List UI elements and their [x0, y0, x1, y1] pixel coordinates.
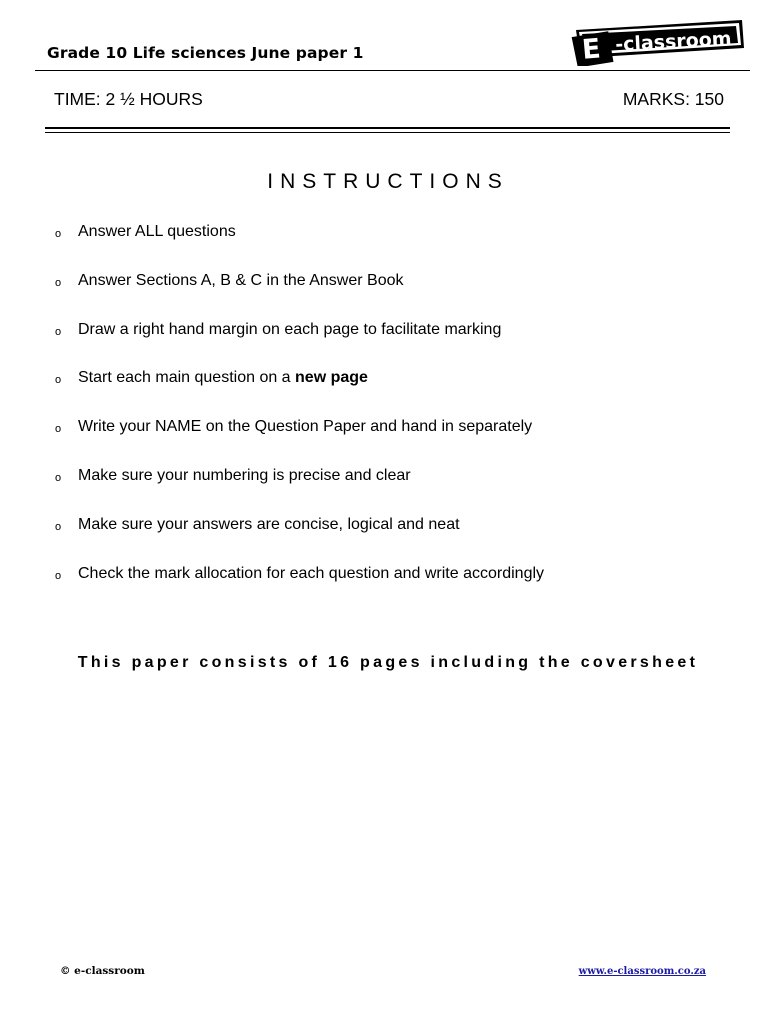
instructions-heading: INSTRUCTIONS	[267, 170, 509, 193]
exam-duration: TIME: 2 ½ HOURS	[54, 89, 203, 109]
double-divider	[45, 127, 730, 133]
instruction-text: Make sure your answers are concise, logical and neat	[78, 515, 460, 533]
bullet-icon: o	[55, 520, 62, 533]
list-item	[55, 368, 544, 417]
svg-text:E: E	[580, 33, 602, 66]
list-item	[55, 417, 544, 466]
list-item	[55, 515, 544, 564]
list-item	[55, 466, 544, 515]
bullet-icon: o	[55, 276, 62, 289]
emphasis-new-page: new page	[295, 369, 368, 387]
exam-total-marks: MARKS: 150	[622, 89, 724, 109]
footer-copyright: © e-classroom	[60, 965, 145, 977]
e-classroom-logo	[570, 18, 746, 66]
list-item	[55, 564, 544, 613]
footer-website-link[interactable]: www.e-classroom.co.za	[578, 966, 706, 977]
list-item	[55, 320, 544, 369]
bullet-icon: o	[55, 569, 62, 582]
bullet-icon: o	[55, 374, 62, 387]
list-item	[55, 271, 544, 320]
bullet-icon: o	[55, 471, 62, 484]
instruction-text: Write your NAME on the Question Paper and hand in separately	[78, 418, 533, 436]
instruction-text: Answer ALL questions	[78, 223, 236, 240]
bullet-icon: o	[55, 325, 62, 338]
svg-text:-classroom: -classroom	[614, 27, 733, 56]
instruction-text: Make sure your numbering is precise and clear	[78, 466, 411, 484]
instruction-text: Start each main question on a new page	[78, 369, 368, 387]
bullet-icon: o	[55, 228, 62, 240]
instruction-text: Draw a right hand margin on each page to facilitate marking	[78, 320, 502, 338]
exam-meta-row	[54, 89, 724, 110]
header-title: Grade 10 Life sciences June paper 1	[47, 44, 364, 62]
page-count-note: This paper consists of 16 pages including the coversheet	[77, 654, 699, 671]
header-divider	[35, 70, 750, 71]
instructions-list	[55, 222, 544, 612]
list-item	[55, 222, 544, 271]
bullet-icon: o	[55, 423, 62, 436]
instruction-text: Answer Sections A, B & C in the Answer Book	[78, 271, 404, 289]
instruction-text: Check the mark allocation for each question and write accordingly	[78, 564, 545, 582]
